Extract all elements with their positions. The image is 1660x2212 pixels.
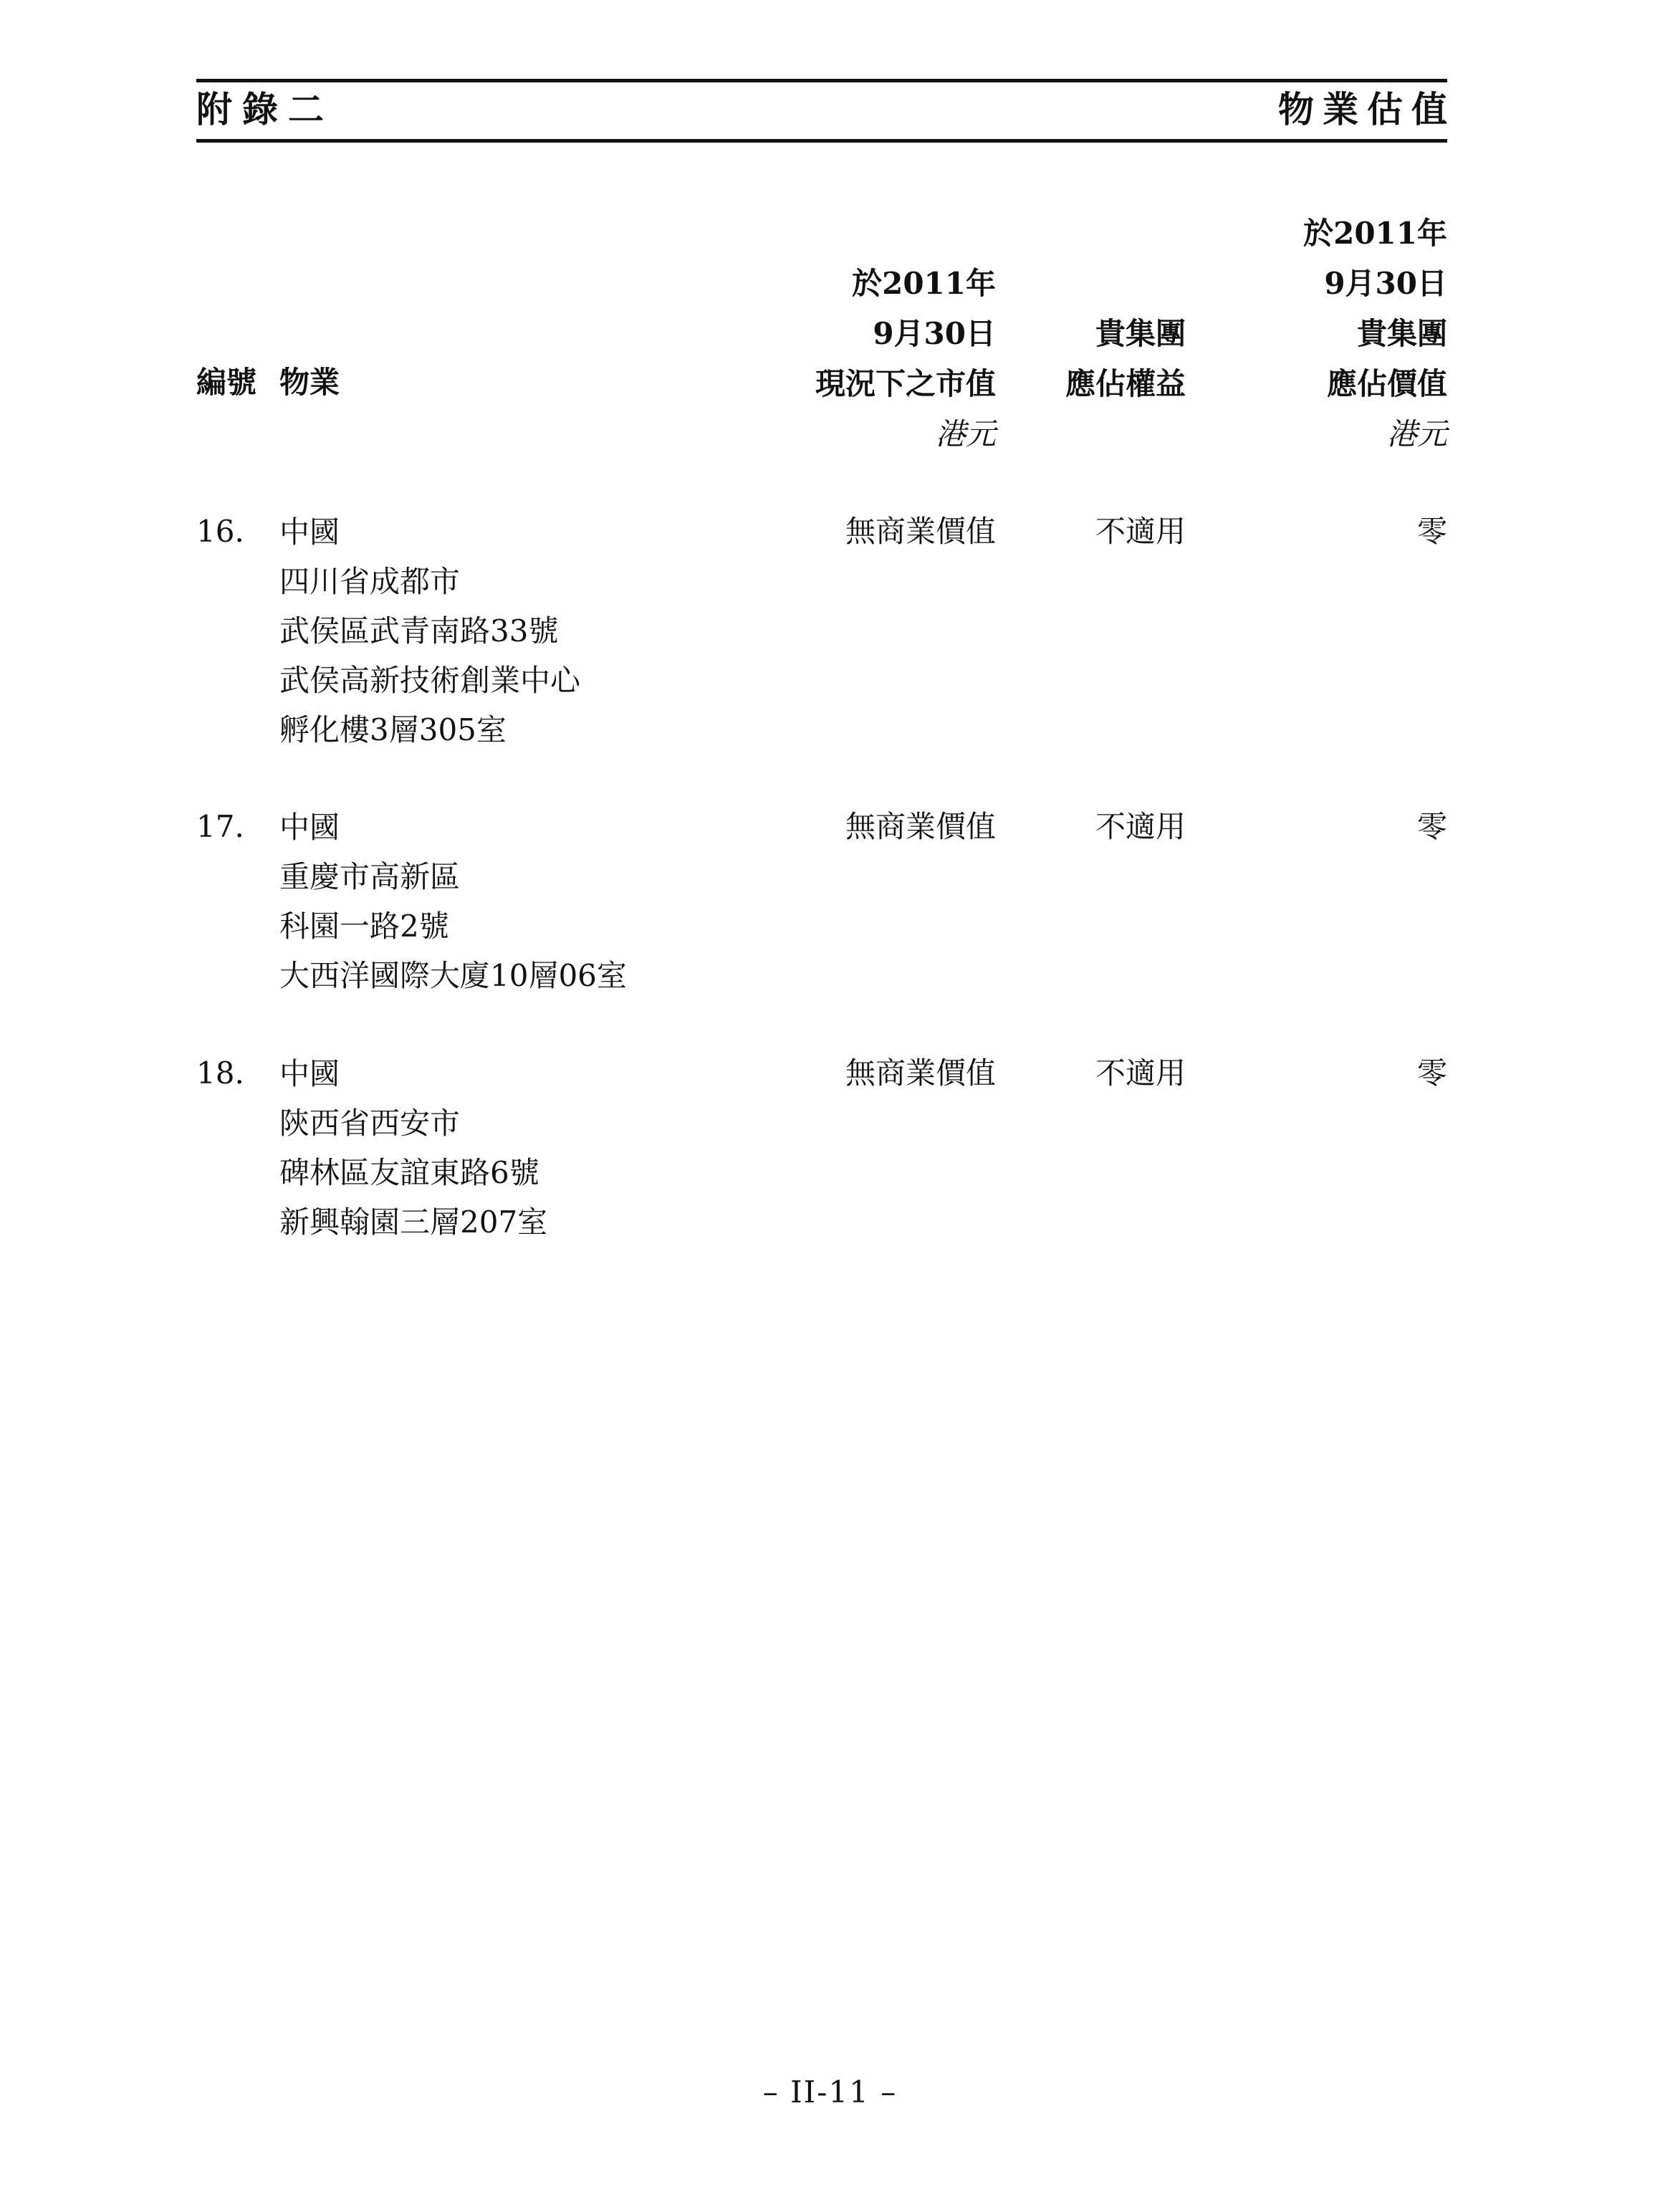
address-line: 中國 — [279, 810, 340, 845]
address-line: 陝西省西安市 — [279, 1106, 461, 1141]
header-top-rule — [196, 79, 1447, 82]
entry-number: 16. — [196, 514, 244, 549]
attributable-value-header-line: 貴集團 — [1356, 316, 1447, 351]
attributable-value-header-line: 應佔價值 — [1326, 366, 1447, 401]
header-bottom-rule — [196, 139, 1447, 143]
attributable-value-currency: 港元 — [1386, 416, 1447, 451]
entry-interest: 不適用 — [1095, 1055, 1186, 1091]
section-title: 物業估值 — [1278, 88, 1456, 130]
column-header-attributable-value — [1303, 209, 1447, 459]
address-line: 大西洋國際大廈10層06室 — [279, 958, 627, 993]
page-number: – II-11 – — [762, 2074, 898, 2110]
market-value-header-line: 於2011年 — [852, 266, 996, 301]
address-line: 碑林區友誼東路6號 — [279, 1155, 539, 1190]
address-line: 中國 — [279, 514, 340, 550]
address-line: 新興翰園三層207室 — [279, 1205, 548, 1240]
market-value-header-line: 9月30日 — [873, 316, 996, 351]
entry-attributable-value: 零 — [1416, 1055, 1447, 1091]
address-line: 武侯高新技術創業中心 — [279, 663, 581, 698]
interest-header-line: 貴集團 — [1095, 316, 1186, 351]
entry-market-value: 無商業價值 — [845, 809, 996, 844]
entry-attributable-value: 零 — [1416, 514, 1447, 549]
attributable-value-header-line: 於2011年 — [1303, 216, 1447, 251]
entry-interest: 不適用 — [1095, 809, 1186, 844]
entry-attributable-value: 零 — [1416, 809, 1447, 844]
market-value-header-line: 現況下之市值 — [815, 366, 996, 401]
column-header-property: 物業 — [279, 365, 340, 400]
entry-address — [279, 1049, 547, 1247]
entry-number: 17. — [196, 809, 244, 844]
interest-header-line: 應佔權益 — [1065, 366, 1186, 401]
column-header-interest — [1065, 309, 1186, 409]
address-line: 孵化樓3層305室 — [279, 712, 507, 747]
entry-number: 18. — [196, 1055, 244, 1091]
entry-market-value: 無商業價值 — [845, 514, 996, 549]
column-header-market-value — [815, 259, 996, 459]
entry-market-value: 無商業價值 — [845, 1055, 996, 1091]
address-line: 四川省成都市 — [279, 564, 461, 599]
appendix-title: 附錄二 — [196, 88, 334, 130]
market-value-currency: 港元 — [935, 416, 996, 451]
attributable-value-header-line: 9月30日 — [1324, 266, 1447, 301]
address-line: 中國 — [279, 1056, 340, 1091]
entry-interest: 不適用 — [1095, 514, 1186, 549]
address-line: 重慶市高新區 — [279, 859, 461, 894]
column-header-number: 編號 — [196, 365, 257, 400]
address-line: 科園一路2號 — [279, 909, 449, 944]
entry-address — [279, 803, 627, 1000]
entry-address — [279, 507, 580, 755]
address-line: 武侯區武青南路33號 — [279, 613, 559, 648]
